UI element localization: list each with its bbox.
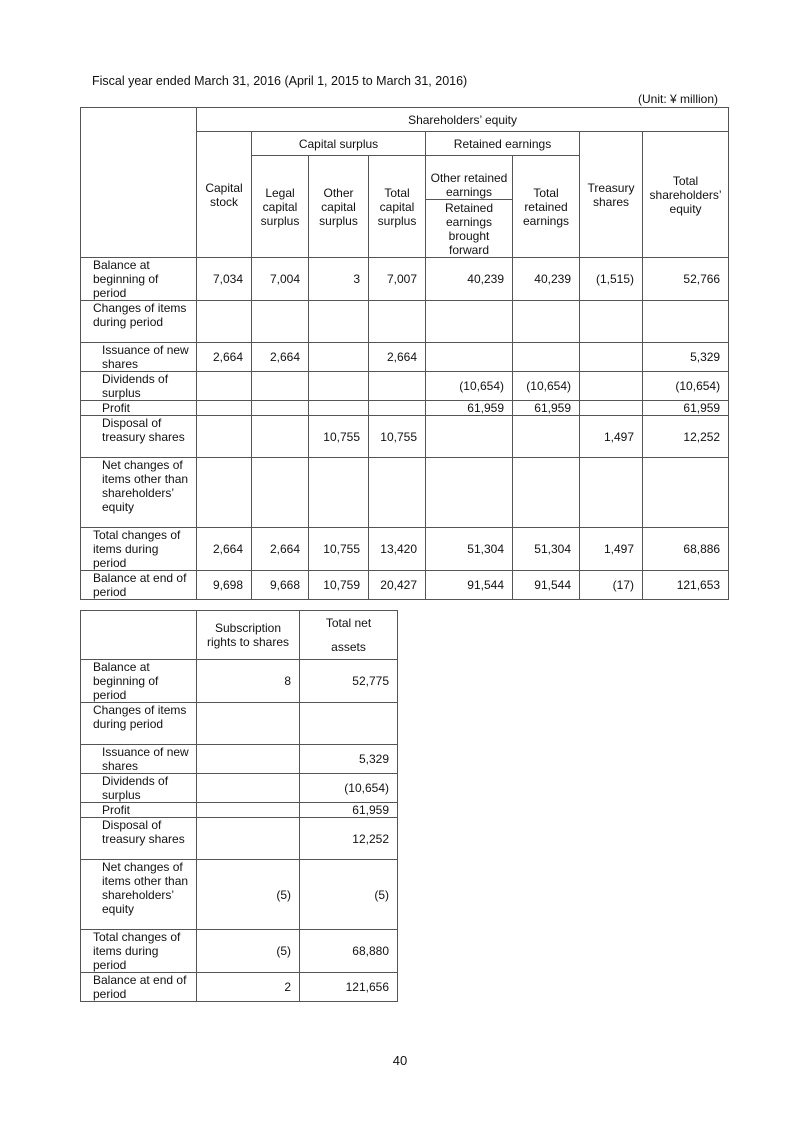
value-cell	[197, 372, 252, 401]
table-row	[81, 860, 398, 930]
value-cell	[197, 458, 252, 528]
value-cell	[252, 458, 309, 528]
value-cell	[369, 458, 426, 528]
table-row	[81, 571, 729, 600]
value-cell	[580, 372, 643, 401]
row-label: Profit	[81, 803, 197, 818]
row-label: Profit	[81, 401, 197, 416]
table-row	[81, 703, 398, 745]
table-row	[81, 401, 729, 416]
value-cell	[513, 343, 580, 372]
value-cell	[580, 301, 643, 343]
row-label: Issuance of new shares	[81, 745, 197, 774]
value-cell	[513, 301, 580, 343]
row-label: Issuance of new shares	[81, 343, 197, 372]
value-cell	[513, 416, 580, 458]
value-cell: 2,664	[197, 528, 252, 571]
row-label: Disposal of treasury shares	[81, 818, 197, 860]
value-cell: 1,497	[580, 528, 643, 571]
value-cell: 51,304	[513, 528, 580, 571]
table-row	[81, 803, 398, 818]
corner-cell	[81, 611, 197, 660]
value-cell: 40,239	[426, 258, 513, 301]
row-label: Balance at beginning of period	[81, 660, 197, 703]
row-label: Net changes of items other than shareholders’ equity	[81, 458, 197, 528]
value-cell: 5,329	[643, 343, 729, 372]
value-cell: 5,329	[300, 745, 398, 774]
row-label: Changes of items during period	[81, 703, 197, 745]
value-cell	[197, 803, 300, 818]
row-label: Balance at beginning of period	[81, 258, 197, 301]
capital-surplus-header: Capital surplus	[252, 132, 426, 156]
value-cell	[197, 818, 300, 860]
value-cell: 61,959	[513, 401, 580, 416]
value-cell	[369, 401, 426, 416]
value-cell: 10,759	[309, 571, 369, 600]
table-row	[81, 745, 398, 774]
table-row	[81, 416, 729, 458]
value-cell: 121,653	[643, 571, 729, 600]
col-total-capital-surplus: Total capital surplus	[369, 156, 426, 258]
period-heading: Fiscal year ended March 31, 2016 (April 1, 2015 to March 31, 2016)	[92, 74, 468, 88]
value-cell: 68,886	[643, 528, 729, 571]
value-cell	[426, 416, 513, 458]
value-cell: (10,654)	[643, 372, 729, 401]
value-cell: 2	[197, 973, 300, 1002]
value-cell: 40,239	[513, 258, 580, 301]
value-cell	[580, 343, 643, 372]
retained-earnings-brought-forward-label: Retained earnings brought forward	[444, 200, 494, 257]
row-label: Disposal of treasury shares	[81, 416, 197, 458]
row-label: Total changes of items during period	[81, 930, 197, 973]
value-cell: 3	[309, 258, 369, 301]
value-cell: 20,427	[369, 571, 426, 600]
value-cell: (10,654)	[300, 774, 398, 803]
value-cell: 68,880	[300, 930, 398, 973]
table-row	[81, 458, 729, 528]
value-cell: 52,766	[643, 258, 729, 301]
table-row	[81, 528, 729, 571]
value-cell	[309, 458, 369, 528]
value-cell: 12,252	[300, 818, 398, 860]
value-cell	[252, 372, 309, 401]
other-retained-earnings-label: Other retained earnings	[426, 157, 512, 200]
value-cell	[580, 458, 643, 528]
corner-cell	[81, 108, 197, 258]
value-cell: 10,755	[309, 416, 369, 458]
retained-earnings-header: Retained earnings	[426, 132, 580, 156]
value-cell: 7,004	[252, 258, 309, 301]
value-cell	[197, 301, 252, 343]
value-cell	[309, 301, 369, 343]
value-cell	[197, 745, 300, 774]
col-other-capital-surplus: Other capital surplus	[309, 156, 369, 258]
page-number: 40	[392, 1053, 408, 1068]
net-assets-table	[80, 610, 398, 1002]
col-retained-earnings-brought-forward	[426, 156, 513, 258]
value-cell: 8	[197, 660, 300, 703]
col-total-shareholders-equity: Total shareholders’ equity	[643, 132, 729, 258]
shareholders-equity-header: Shareholders’ equity	[197, 108, 729, 132]
value-cell	[369, 372, 426, 401]
col-legal-capital-surplus: Legal capital surplus	[252, 156, 309, 258]
value-cell: 7,034	[197, 258, 252, 301]
value-cell: 9,668	[252, 571, 309, 600]
value-cell: 13,420	[369, 528, 426, 571]
row-label: Changes of items during period	[81, 301, 197, 343]
value-cell: 121,656	[300, 973, 398, 1002]
value-cell: 10,755	[369, 416, 426, 458]
value-cell	[426, 343, 513, 372]
value-cell	[643, 301, 729, 343]
value-cell: 61,959	[300, 803, 398, 818]
col-subscription-rights: Subscription rights to shares	[197, 611, 300, 660]
value-cell: (5)	[197, 930, 300, 973]
value-cell	[426, 458, 513, 528]
value-cell	[513, 458, 580, 528]
value-cell	[426, 301, 513, 343]
value-cell	[252, 301, 309, 343]
value-cell	[643, 458, 729, 528]
value-cell: 2,664	[197, 343, 252, 372]
value-cell: 61,959	[643, 401, 729, 416]
table-row	[81, 930, 398, 973]
value-cell: 12,252	[643, 416, 729, 458]
value-cell: (5)	[197, 860, 300, 930]
value-cell	[580, 401, 643, 416]
value-cell	[252, 416, 309, 458]
value-cell	[252, 401, 309, 416]
col-total-retained-earnings: Total retained earnings	[513, 156, 580, 258]
row-label: Balance at end of period	[81, 571, 197, 600]
value-cell: 1,497	[580, 416, 643, 458]
value-cell: (10,654)	[513, 372, 580, 401]
value-cell: 61,959	[426, 401, 513, 416]
col-treasury-shares: Treasury shares	[580, 132, 643, 258]
table-row	[81, 818, 398, 860]
row-label: Balance at end of period	[81, 973, 197, 1002]
value-cell: 2,664	[252, 343, 309, 372]
row-label: Dividends of surplus	[81, 774, 197, 803]
col-total-net-assets: Total net assets	[300, 611, 398, 660]
row-label: Total changes of items during period	[81, 528, 197, 571]
value-cell	[197, 416, 252, 458]
table-row	[81, 343, 729, 372]
value-cell: 2,664	[369, 343, 426, 372]
row-label: Dividends of surplus	[81, 372, 197, 401]
value-cell: 91,544	[513, 571, 580, 600]
table-row	[81, 660, 398, 703]
value-cell: 7,007	[369, 258, 426, 301]
value-cell: 9,698	[197, 571, 252, 600]
value-cell	[197, 774, 300, 803]
table-row	[81, 301, 729, 343]
value-cell: 51,304	[426, 528, 513, 571]
table-row	[81, 258, 729, 301]
value-cell: (17)	[580, 571, 643, 600]
shareholders-equity-table	[80, 107, 729, 600]
value-cell	[300, 703, 398, 745]
value-cell: (5)	[300, 860, 398, 930]
col-capital-stock: Capital stock	[197, 132, 252, 258]
value-cell	[197, 401, 252, 416]
value-cell	[309, 343, 369, 372]
value-cell	[309, 401, 369, 416]
value-cell	[369, 301, 426, 343]
value-cell: 2,664	[252, 528, 309, 571]
value-cell: (1,515)	[580, 258, 643, 301]
unit-note: (Unit: ¥ million)	[637, 92, 718, 106]
value-cell: 91,544	[426, 571, 513, 600]
value-cell: 52,775	[300, 660, 398, 703]
table-row	[81, 372, 729, 401]
row-label: Net changes of items other than shareholders’ equity	[81, 860, 197, 930]
table-row	[81, 774, 398, 803]
value-cell: 10,755	[309, 528, 369, 571]
table-row	[81, 973, 398, 1002]
value-cell	[309, 372, 369, 401]
value-cell	[197, 703, 300, 745]
value-cell: (10,654)	[426, 372, 513, 401]
